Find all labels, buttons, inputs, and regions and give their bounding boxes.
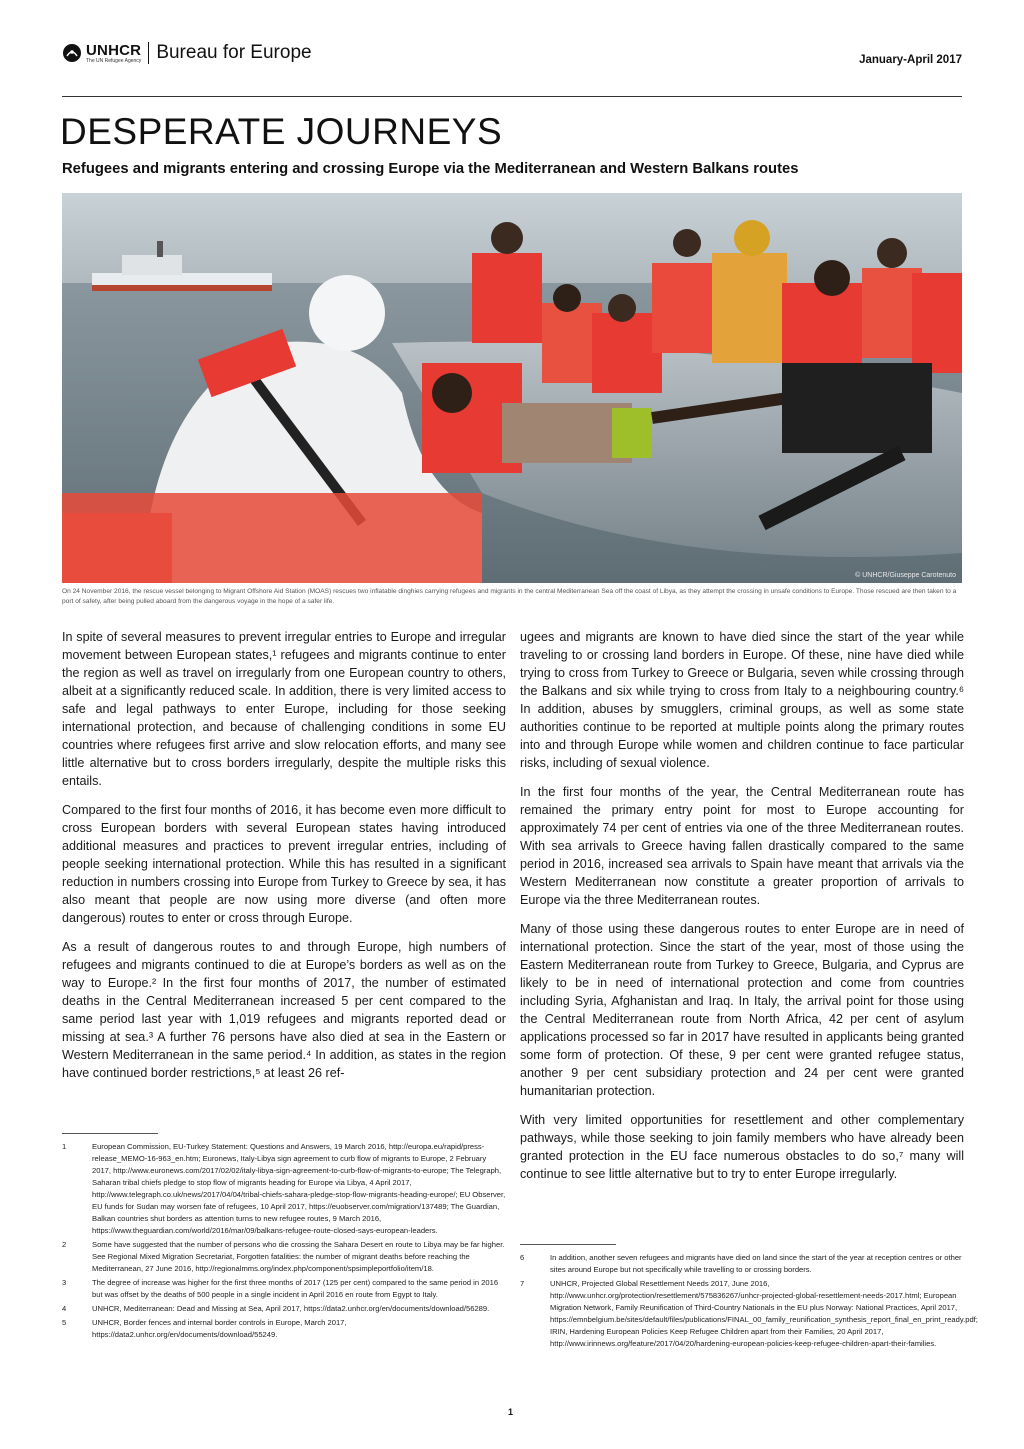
footnotes-left — [62, 1141, 506, 1343]
footnote-text: Some have suggested that the number of persons who die crossing the Sahara Desert en route to Libya may be far higher. See Regional Mixed Migration Secretariat, Forgotten fatalities: the number of migrant deaths before reaching the Mediterranean, 27 June 2016, http://regionalmms.org/index.php/component/spsimpleportfolio/item/18. — [92, 1240, 505, 1273]
footnote-item — [62, 1277, 506, 1301]
photo-caption: On 24 November 2016, the rescue vessel belonging to Migrant Offshore Aid Station (MOAS) rescues two inflatable dinghies carrying refugees and migrants in the central Mediterranean Sea off the coast of Libya, as they attempt the crossing in unsafe conditions to Europe. Those rescued are then taken to a port of safety, after being pulled aboard from the dangerous voyage in the hope of a safer life. — [62, 588, 957, 605]
footnote-item — [62, 1303, 506, 1315]
bureau-name: Bureau for Europe — [156, 42, 312, 63]
footnote-number: 2 — [62, 1240, 67, 1249]
footnote-number: 7 — [520, 1279, 525, 1288]
unhcr-logo — [62, 38, 312, 68]
footnote-text: In addition, another seven refugees and migrants have died on land since the start of the year at reception centres or other sites around Europe but not specifically while travelling to or crossing borders. — [550, 1253, 962, 1274]
body-paragraph: Compared to the first four months of 2016, it has become even more difficult to cross European borders with several European states having introduced additional measures and practices to prevent irregular entries, including of people seeking international protection. While this has resulted in a significant reduction in numbers crossing into Europe from Turkey to Greece by sea, it has also meant that people are now using more diverse (and often more dangerous) routes to enter or cross through Europe. — [62, 803, 506, 925]
footnote-number: 6 — [520, 1253, 525, 1262]
body-paragraph: In spite of several measures to prevent irregular entries to Europe and irregular movement between European states,¹ refugees and migrants continue to enter the region as well as travel on irregularly from one European country to others, albeit at a significantly reduced scale. In addition, there is very limited access to safe and legal pathways to enter Europe, including for those seeking international protection, and because of challenging conditions in some EU countries where refugees first arrive and slow relocation efforts, and many see little alternative but to cross borders irregularly, despite the multiple risks this entails. — [62, 630, 506, 788]
unhcr-emblem-icon — [62, 43, 82, 63]
footnote-item — [62, 1141, 506, 1237]
page-subtitle: Refugees and migrants entering and crossing Europe via the Mediterranean and Western Balkans routes — [62, 161, 799, 177]
footnote-number: 4 — [62, 1304, 67, 1313]
body-column-right — [520, 628, 964, 1194]
footnote-item — [520, 1278, 978, 1350]
header-divider — [62, 96, 962, 97]
page-header — [62, 38, 962, 68]
footnote-text: UNHCR, Mediterranean: Dead and Missing at Sea, April 2017, https://data2.unhcr.org/en/documents/download/56289. — [92, 1304, 490, 1313]
footnote-text: UNHCR, Projected Global Resettlement Needs 2017, June 2016, http://www.unhcr.org/protection/resettlement/575836267/unhcr-projected-global-resettlement-needs-2017.html; European Migration Network, Family Reunification of Third-Country Nationals in the EU plus Norway: National Practices, April 2017, https://emnbelgium.be/sites/default/files/publications/FINAL_00_family_reunification_synthesis_report_final_en_print_ready.pdf; IRIN, Hardening European Policies Keep Refugee Children apart from their Families, 20 April 2017, http://www.irinnews.org/feature/2017/04/20/hardening-european-policies-keep-refugee-children-apart-their-families. — [550, 1279, 978, 1348]
body-paragraph: ugees and migrants are known to have died since the start of the year while traveling to or crossing land borders in Europe. Of these, nine have died while trying to cross from Turkey to Greece or Bulgaria, seven while crossing through the Balkans and six while trying to cross from Italy to a neighbouring country.⁶ In addition, abuses by smugglers, criminal groups, as well as some state authorities continue to be reported at multiple points along the primary routes into and through Europe while women and children continue to face particular risks, including of sexual violence. — [520, 630, 964, 770]
footnote-number: 5 — [62, 1318, 67, 1327]
body-paragraph: With very limited opportunities for resettlement and other complementary pathways, while those seeking to join family members who have already been granted protection in the EU face numerous obstacles to do so,⁷ many will continue to see little alternative but to try to enter Europe irregularly. — [520, 1113, 964, 1181]
body-paragraph: Many of those using these dangerous routes to enter Europe are in need of international protection. Since the start of the year, most of those using the Eastern Mediterranean route from Turkey to Greece, Bulgaria, and Cyprus are likely to be in need of international protection and come from countries including Syria, Afghanistan and Iraq. In Italy, the arrival point for those using the Central Mediterranean route from North Africa, 42 per cent of asylum applications processed so far in 2017 have resulted in applicants being granted some form of protection. Of these, 9 per cent were granted refugee status, another 9 per cent subsidiary protection and 24 per cent were granted humanitarian protection. — [520, 922, 964, 1098]
footnote-text: UNHCR, Border fences and internal border controls in Europe, March 2017, https://data2.unhcr.org/en/documents/download/55249. — [92, 1318, 347, 1339]
logo-divider — [148, 42, 149, 64]
footnote-item — [62, 1239, 506, 1275]
footnote-text: European Commission, EU-Turkey Statement: Questions and Answers, 19 March 2016, http://europa.eu/rapid/press-release_MEMO-16-963_en.htm; Euronews, Italy-Libya sign agreement to curb flow of migrants to Europe, 2 February 2017, http://www.euronews.com/2017/02/02/italy-libya-sign-agreement-to-curb-flow-of-migrants-to-europe; The Telegraph, Saharan tribal chiefs pledge to stop flow of migrants heading for Europe via Libya, 4 April 2017, http://www.telegraph.co.uk/news/2017/04/04/tribal-chiefs-sahara-pledge-stop-flow-migrants-heading-europe/; EU Observer, EU funds for Sudan may worsen fate of refugees, 10 April 2017, https://euobserver.com/migration/137489; The Guardian, Balkan countries shut borders as attention turns to new refugee routes, 9 March 2016, https://www.theguardian.com/world/2016/mar/09/balkans-refugee-route-closed-says-european-leaders. — [92, 1142, 506, 1235]
footnote-text: The degree of increase was higher for the first three months of 2017 (125 per cent) compared to the same period in 2016 but was offset by the deaths of 500 people in a single incident in April 2016 en route from Egypt to Italy. — [92, 1278, 499, 1299]
footnotes-right — [520, 1252, 978, 1352]
cover-photo — [62, 193, 962, 583]
org-name: UNHCR — [86, 41, 142, 59]
footnote-divider-right — [520, 1244, 616, 1245]
footnote-number: 1 — [62, 1142, 67, 1151]
footnote-item — [520, 1252, 964, 1276]
footnote-divider-left — [62, 1133, 158, 1134]
org-tagline: The UN Refugee Agency — [86, 57, 142, 64]
page-title: DESPERATE JOURNEYS — [60, 111, 503, 152]
body-column-left — [62, 628, 506, 1093]
body-paragraph: As a result of dangerous routes to and through Europe, high numbers of refugees and migrants continued to die at Europe’s borders as well as on the way to Europe.² In the first four months of 2017, the number of estimated deaths in the Central Mediterranean increased 5 per cent compared to the same period last year with 1,019 refugees and migrants reported dead or missing at sea.³ A further 76 persons have also died at sea in the Eastern or Western Mediterranean in the same period.⁴ In addition, as states in the region have continued border restrictions,⁵ at least 26 ref- — [62, 940, 506, 1080]
page-number: 1 — [508, 1407, 514, 1417]
photo-credit: © UNHCR/Giuseppe Carotenuto — [855, 572, 956, 579]
footnote-item — [62, 1317, 506, 1341]
footnote-number: 3 — [62, 1278, 67, 1287]
report-period: January-April 2017 — [859, 54, 962, 66]
body-paragraph: In the first four months of the year, the Central Mediterranean route has remained the primary entry point for most to Europe accounting for approximately 74 per cent of entries via one of the three Mediterranean routes. With sea arrivals to Greece having fallen drastically compared to the same period in 2016, increased sea arrivals to Spain have meant that arrivals via the Western Mediterranean now constitute a greater proportion of arrivals to Europe via the three Mediterranean routes. — [520, 785, 964, 907]
